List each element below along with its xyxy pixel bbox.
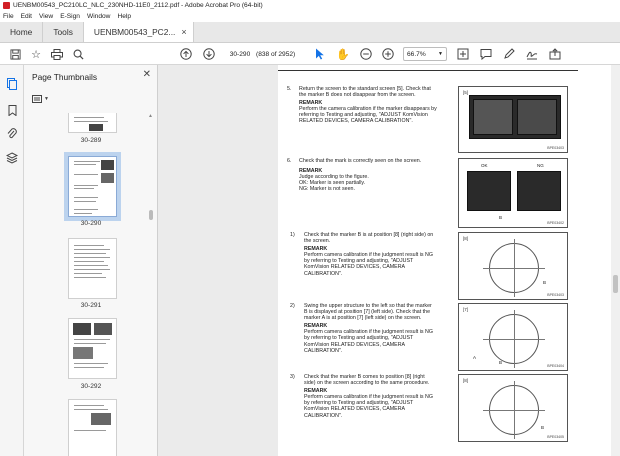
- zoom-dropdown[interactable]: [403, 47, 447, 61]
- tab-home[interactable]: Home: [0, 22, 43, 42]
- thumbnail-page[interactable]: [68, 113, 117, 133]
- next-page-icon[interactable]: [202, 47, 216, 61]
- step-text: Check that the marker B is at position [8] (right side) on the screen.: [304, 232, 434, 245]
- figure-tag: [8]: [463, 236, 469, 241]
- header-rule: [278, 70, 578, 71]
- thumbnail-label: 30-290: [80, 220, 102, 227]
- close-tab-icon[interactable]: ×: [181, 27, 187, 37]
- thumbnail-options-button[interactable]: [32, 93, 56, 105]
- pdf-page: [278, 65, 620, 456]
- scrollbar-thumb[interactable]: [613, 275, 618, 293]
- figure-id: BPE03404: [547, 364, 564, 368]
- close-icon[interactable]: ✕: [142, 69, 151, 80]
- thumbnail-label: 30-289: [80, 137, 102, 144]
- sign-icon[interactable]: [525, 47, 539, 61]
- zoom-in-icon[interactable]: [381, 47, 395, 61]
- tab-document-label: UENBM00543_PC2...: [93, 27, 176, 37]
- previous-page-icon[interactable]: [179, 47, 193, 61]
- remark-text: Perform camera calibration if the judgment result is NG by referring to Testing and adjusting, "ADJUST KomVision RELATED DEVICES, CAMERA CALIBRATION".: [304, 329, 433, 354]
- ok-text: OK: Marker is seen partially.: [299, 180, 366, 187]
- judge-text: Judge according to the figure.: [299, 174, 369, 181]
- comment-icon[interactable]: [479, 47, 493, 61]
- layers-icon[interactable]: [5, 151, 19, 165]
- figure-position-7: [458, 303, 568, 371]
- search-icon[interactable]: [71, 47, 85, 61]
- zoom-value: 66.7%: [407, 50, 426, 58]
- ng-label: NG: [537, 163, 544, 168]
- step-text: Return the screen to the standard screen [5]. Check that the marker B does not disappear from the screen.: [299, 86, 431, 99]
- highlight-pen-icon[interactable]: [502, 47, 516, 61]
- marker-b-label: B: [499, 360, 503, 365]
- thumbnail-page-selected[interactable]: [68, 156, 117, 217]
- figure-camera-screen: [458, 86, 568, 153]
- figure-ok-ng: [458, 158, 568, 228]
- marker-label: B: [541, 425, 545, 430]
- thumbnail-label: 30-292: [80, 383, 102, 390]
- tab-bar: [0, 22, 620, 43]
- figure-tag: [7]: [463, 307, 469, 312]
- remark-heading: REMARK: [304, 246, 328, 253]
- step-text: Check that the mark is correctly seen on the screen.: [299, 158, 422, 164]
- scroll-up-icon[interactable]: ▲: [148, 113, 153, 119]
- remark-heading: REMARK: [299, 168, 323, 175]
- scrollbar-thumb[interactable]: [149, 210, 153, 220]
- panel-title: Page Thumbnails: [32, 72, 98, 82]
- step-number: 5.: [287, 86, 292, 92]
- thumbnail-page[interactable]: [68, 318, 117, 379]
- ng-text: NG: Marker is not seen.: [299, 186, 355, 193]
- menu-window[interactable]: Window: [86, 13, 111, 20]
- window-title: UENBM00543_PC210LC_NLC_230NHD-11E0_2112.pdf - Adobe Acrobat Pro (64-bit): [13, 2, 263, 9]
- page-number-input[interactable]: 30-290: [229, 51, 251, 58]
- figure-id: BPE03402: [547, 221, 564, 225]
- step-number: 1): [290, 232, 295, 238]
- remark-text: Perform camera calibration if the judgment result is NG by referring to Testing and adjusting, "ADJUST KomVision RELATED DEVICES, CAMERA CALIBRATION".: [304, 394, 433, 419]
- zoom-out-icon[interactable]: [359, 47, 373, 61]
- figure-position-8: [458, 232, 568, 300]
- thumbnail-label: 30-291: [80, 302, 102, 309]
- main-toolbar: [0, 43, 620, 65]
- menu-edit[interactable]: Edit: [20, 13, 32, 20]
- marker-a-label: A: [473, 355, 477, 360]
- bookmarks-icon[interactable]: [5, 103, 19, 117]
- ok-label: OK: [481, 163, 488, 168]
- bookmark-star-icon[interactable]: ☆: [31, 48, 41, 61]
- remark-text: Perform camera calibration if the judgment result is NG by referring to Testing and adjusting, "ADJUST KomVision RELATED DEVICES, CAMERA CALIBRATION".: [304, 252, 433, 277]
- marker-label: B: [499, 215, 503, 220]
- figure-position-8-again: [458, 374, 568, 442]
- page-thumbnails-icon[interactable]: [5, 77, 19, 91]
- hand-tool-icon[interactable]: ✋: [336, 48, 350, 61]
- thumbnail-page[interactable]: [68, 399, 117, 456]
- thumbnail-page[interactable]: [68, 238, 117, 299]
- chevron-down-icon: ▼: [438, 51, 443, 57]
- figure-id: BPE03403: [547, 293, 564, 297]
- menu-help[interactable]: Help: [117, 13, 131, 20]
- step-number: 2): [290, 303, 295, 309]
- step-text: Swing the upper structure to the left so that the marker B is displayed at position [7] (left side). Check that the marker A is at position [7] (left side) on the screen.: [304, 303, 432, 322]
- remark-heading: REMARK: [304, 323, 328, 330]
- remark-text: Perform the camera calibration if the marker disappears by referring to Testing and adjusting, "ADJUST KomVision RELATED DEVICES, CAMERA CALIBRATION".: [299, 106, 437, 125]
- left-navigation-rail: [0, 65, 24, 456]
- document-viewer: [158, 65, 620, 456]
- page-count: (838 of 2952): [256, 51, 296, 58]
- marker-label: B: [543, 280, 547, 285]
- figure-tag: [5]: [463, 90, 469, 95]
- page-thumbnails-panel: [24, 65, 158, 456]
- menu-view[interactable]: View: [39, 13, 54, 20]
- remark-heading: REMARK: [299, 100, 323, 107]
- share-icon[interactable]: [548, 47, 562, 61]
- acrobat-logo-icon: [3, 2, 10, 9]
- print-icon[interactable]: [50, 47, 64, 61]
- step-number: 6.: [287, 158, 292, 164]
- menu-esign[interactable]: E-Sign: [60, 13, 80, 20]
- step-number: 3): [290, 374, 295, 380]
- figure-tag: [8]: [463, 378, 469, 383]
- attachments-icon[interactable]: [5, 127, 19, 141]
- document-scrollbar[interactable]: [611, 65, 620, 456]
- thumbnail-scrollbar[interactable]: [148, 113, 154, 453]
- chevron-down-icon: ▼: [44, 96, 49, 102]
- figure-id: BPE03405: [547, 435, 564, 439]
- remark-heading: REMARK: [304, 388, 328, 395]
- tab-document[interactable]: [84, 22, 194, 42]
- figure-id: BPE03403: [547, 146, 564, 150]
- tab-tools[interactable]: Tools: [43, 22, 84, 42]
- title-bar: [0, 0, 620, 11]
- select-cursor-icon[interactable]: [313, 47, 327, 61]
- menu-file[interactable]: File: [3, 13, 14, 20]
- step-text: Check that the marker B comes to position [8] (right side) on the screen according to the same procedure.: [304, 374, 430, 387]
- menu-bar: [0, 11, 620, 22]
- save-icon[interactable]: [8, 47, 22, 61]
- fit-page-icon[interactable]: [456, 47, 470, 61]
